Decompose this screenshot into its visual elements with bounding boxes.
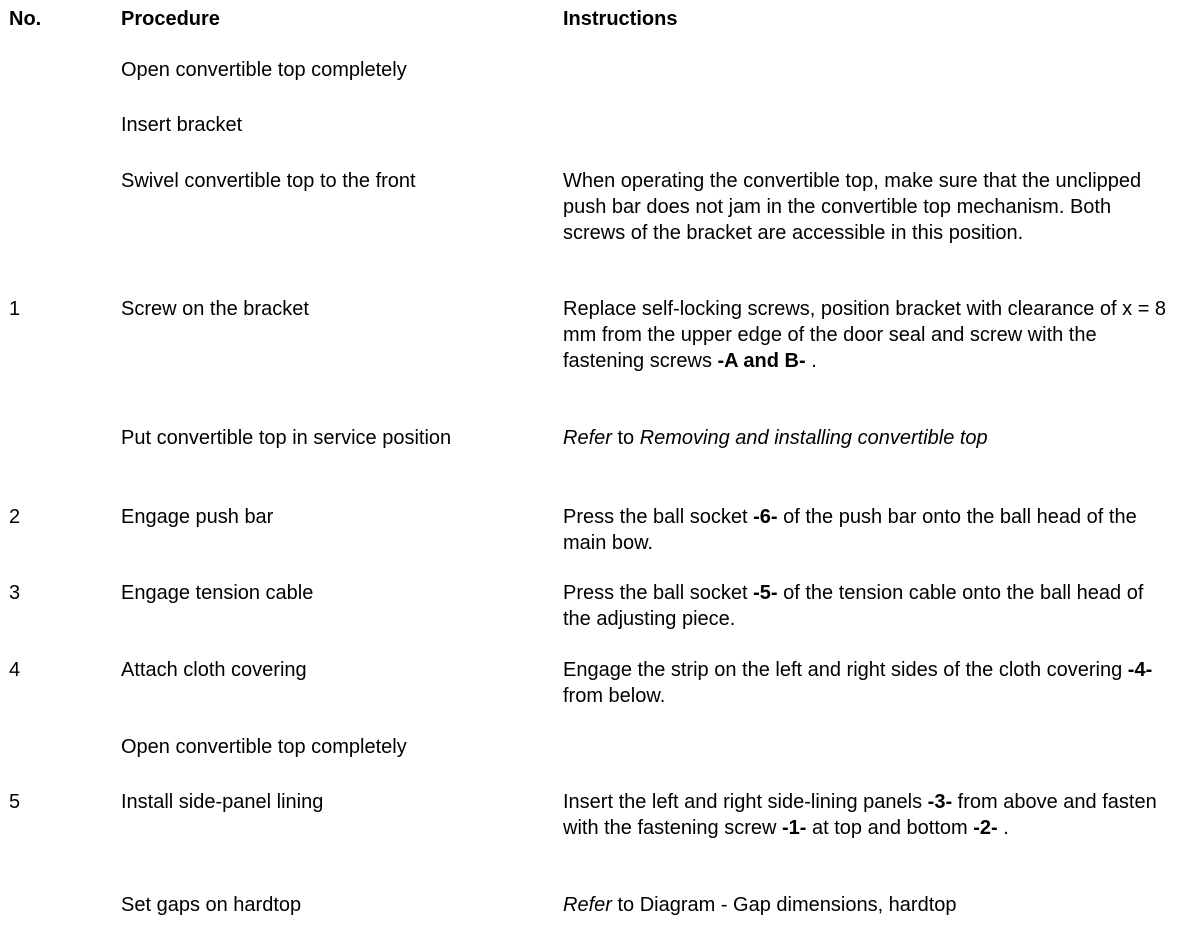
procedure-step: Insert bracket [121,114,243,136]
procedure-step: Set gaps on hardtop [121,894,302,916]
instruction-run: of the push bar onto the ball head of the main bow. [563,506,1137,554]
instruction-text [563,168,1173,246]
row-number: 5 [9,791,21,813]
procedure-step: Open convertible top completely [121,736,407,758]
instruction-run: at top and bottom [806,817,974,839]
part-reference: -6- [753,506,778,528]
instruction-text [563,425,1173,451]
instruction-run: from below. [563,685,666,707]
instruction-text [563,580,1173,632]
instruction-run: to Diagram - Gap dimensions, hardtop [611,894,957,916]
reference-text: Refer [563,894,612,916]
instruction-run: to [611,427,640,449]
header-procedure: Procedure [121,8,220,30]
procedure-step: Engage tension cable [121,582,314,604]
reference-text: Removing and installing convertible top [639,427,988,449]
procedure-step: Attach cloth covering [121,659,307,681]
instruction-run: Insert the left and right side-lining panels [563,791,928,813]
instruction-text [563,892,1173,918]
instruction-text [563,504,1173,556]
instruction-run: Press the ball socket [563,506,754,528]
instruction-run: Engage the strip on the left and right sides of the cloth covering [563,659,1128,681]
header-instructions: Instructions [563,8,678,30]
procedure-step: Install side-panel lining [121,791,324,813]
procedure-step: Engage push bar [121,506,274,528]
part-reference: -4- [1127,659,1153,681]
part-reference: -1- [782,817,807,839]
procedure-step: Put convertible top in service position [121,427,452,449]
instruction-run: from above and fasten with the fastening screw [563,791,1157,839]
row-number: 1 [9,298,21,320]
instruction-text [563,296,1173,374]
instruction-run: of the tension cable onto the ball head of the adjusting piece. [563,582,1144,630]
procedure-step: Screw on the bracket [121,298,309,320]
row-number: 3 [9,582,21,604]
instruction-run: . [997,817,1009,839]
row-number: 4 [9,659,21,681]
procedure-step: Open convertible top completely [121,59,407,81]
part-reference: -3- [927,791,953,813]
part-reference: -5- [753,582,778,604]
instruction-text [563,657,1173,709]
instruction-run: Replace self-locking screws, position bracket with clearance of x = 8 mm from the upper edge of the door seal and screw with the fastening screws [563,298,1167,372]
instruction-run: When operating the convertible top, make sure that the unclipped push bar does not jam in the convertible top mechanism. Both screws of the bracket are accessible in this position. [563,170,1142,244]
part-reference: -A and B- [717,350,806,372]
instruction-text [563,789,1173,841]
instruction-run: . [805,350,817,372]
header-no: No. [9,8,42,30]
part-reference: -2- [973,817,998,839]
procedure-step: Swivel convertible top to the front [121,170,416,192]
row-number: 2 [9,506,21,528]
instruction-run: Press the ball socket [563,582,754,604]
reference-text: Refer [563,427,612,449]
